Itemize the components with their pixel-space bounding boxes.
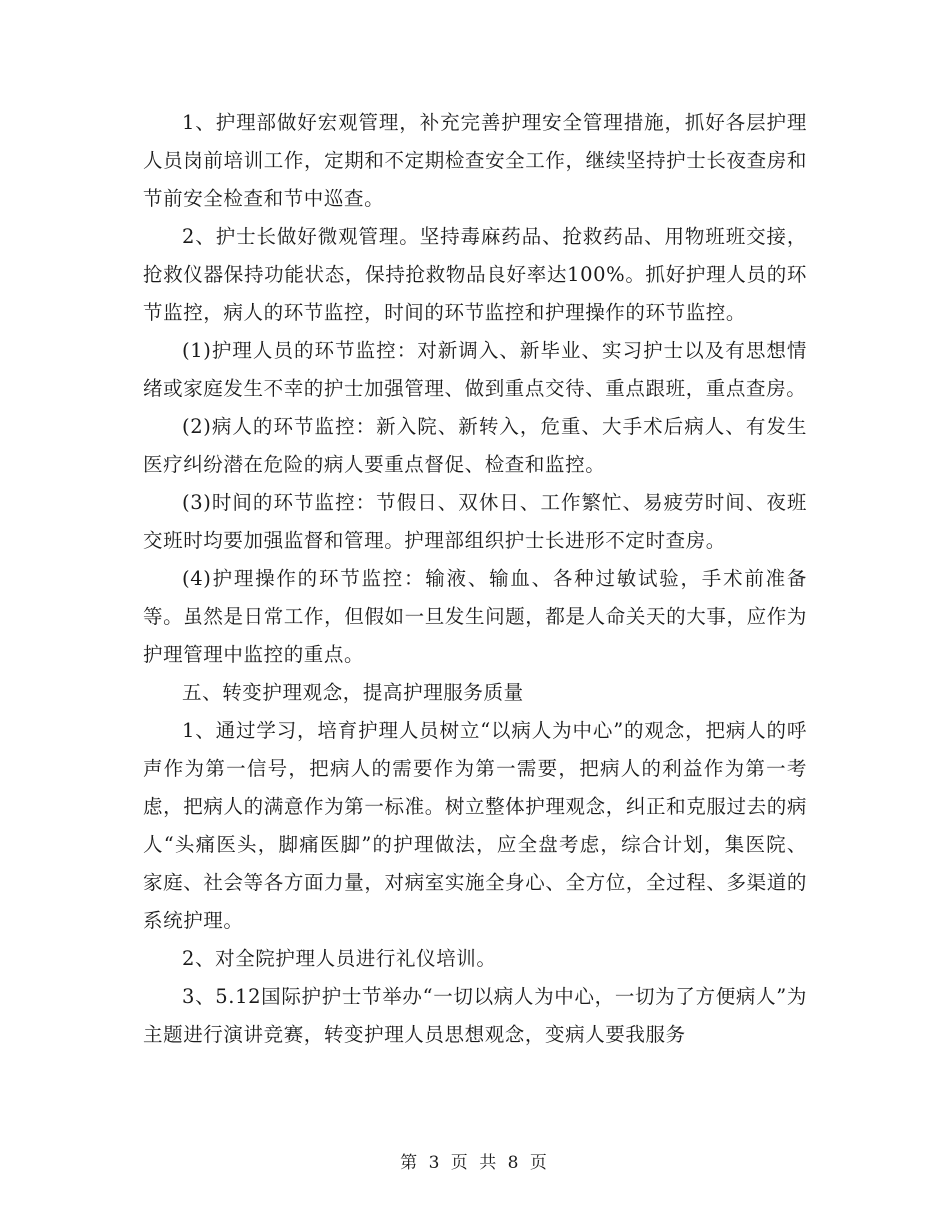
document-body: [143, 104, 807, 1054]
paragraph-6: (4)护理操作的环节监控：输液、输血、各种过敏试验，手术前准备等。虽然是日常工作，但假如一旦发生问题，都是人命关天的大事，应作为护理管理中监控的重点。: [143, 567, 807, 666]
page-footer: 第 3 页 共 8 页: [400, 1153, 550, 1173]
paragraph-4: (2)病人的环节监控：新入院、新转入，危重、大手术后病人、有发生医疗纠纷潜在危险的病人要重点督促、检查和监控。: [143, 415, 807, 476]
paragraph-5: (3)时间的环节监控：节假日、双休日、工作繁忙、易疲劳时间、夜班交班时均要加强监督和管理。护理部组织护士长进形不定时查房。: [143, 491, 807, 552]
section-heading: 五、转变护理观念，提高护理服务质量: [182, 681, 524, 704]
paragraph-9: 3、5.12国际护护士节举办“一切以病人为中心，一切为了方便病人”为主题进行演讲竞赛，转变护理人员思想观念，变病人要我服务: [143, 985, 807, 1046]
paragraph-1: 1、护理部做好宏观管理，补充完善护理安全管理措施，抓好各层护理人员岗前培训工作，定期和不定期检查安全工作，继续坚持护士长夜查房和节前安全检查和节中巡查。: [143, 111, 807, 210]
paragraph-8: 2、对全院护理人员进行礼仪培训。: [182, 947, 497, 970]
paragraph-3: (1)护理人员的环节监控：对新调入、新毕业、实习护士以及有思想情绪或家庭发生不幸的护士加强管理、做到重点交待、重点跟班，重点查房。: [143, 339, 807, 400]
paragraph-2: 2、护士长做好微观管理。坚持毒麻药品、抢救药品、用物班班交接，抢救仪器保持功能状态，保持抢救物品良好率达100%。抓好护理人员的环节监控，病人的环节监控，时间的环节监控和护理操作的环节监控。: [143, 225, 807, 324]
paragraph-7: 1、通过学习，培育护理人员树立“以病人为中心”的观念，把病人的呼声作为第一信号，把病人的需要作为第一需要，把病人的利益作为第一考虑，把病人的满意作为第一标准。树立整体护理观念，纠正和克服过去的病人“头痛医头，脚痛医脚”的护理做法，应全盘考虑，综合计划，集医院、家庭、社会等各方面力量，对病室实施全身心、全方位，全过程、多渠道的系统护理。: [143, 719, 807, 932]
